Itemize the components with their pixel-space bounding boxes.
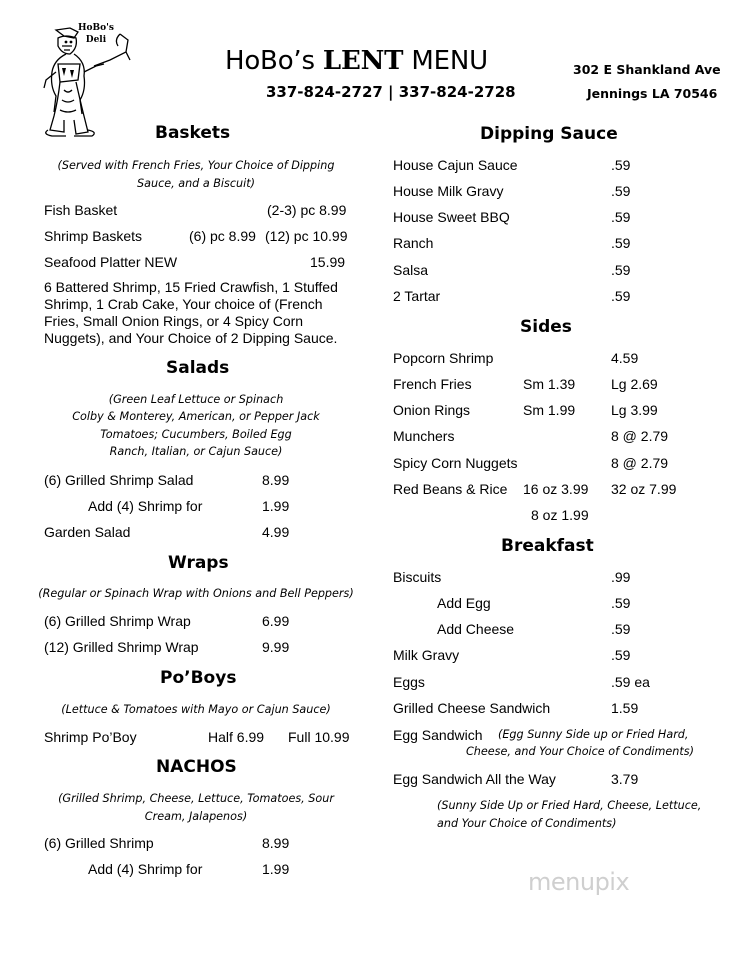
address-street: 302 E Shankland Ave (573, 62, 721, 77)
wraps-description: (Regular or Spinach Wrap with Onions and Bell Peppers) (38, 587, 354, 600)
grilled-shrimp-wrap-12-name: (12) Grilled Shrimp Wrap (44, 639, 199, 655)
spicy-corn-nuggets-price: 8 @ 2.79 (611, 455, 669, 471)
fish-basket-name: Fish Basket (44, 202, 118, 218)
title-post: MENU (403, 46, 488, 76)
spicy-corn-nuggets-name: Spicy Corn Nuggets (393, 455, 518, 471)
egg-sandwich-all-the-way-description-1: (Sunny Side Up or Fried Hard, Cheese, Lettuce, (437, 799, 702, 812)
title-lent: LENT (322, 46, 404, 76)
shrimp-baskets-name: Shrimp Baskets (44, 228, 143, 244)
nachos-add-shrimp-price: 1.99 (262, 861, 290, 877)
egg-sandwich-all-the-way-description-2: and Your Choice of Condiments) (437, 817, 617, 830)
nachos-heading: NACHOS (156, 757, 237, 777)
poboys-description: (Lettuce & Tomatoes with Mayo or Cajun Sauce) (61, 703, 331, 716)
dipping-item-price: .59 (611, 209, 631, 225)
dipping-item-name: House Cajun Sauce (393, 157, 518, 173)
add-cheese-price: .59 (611, 621, 631, 637)
address-city: Jennings LA 70546 (587, 86, 718, 101)
title-pre: HoBo’s (225, 46, 323, 76)
eggs-name: Eggs (393, 674, 425, 690)
dipping-item-price: .59 (611, 235, 631, 251)
baskets-heading: Baskets (155, 123, 231, 143)
onion-rings-large: Lg 3.99 (611, 402, 658, 418)
dipping-sauce-heading: Dipping Sauce (480, 124, 618, 144)
biscuits-price: .99 (611, 569, 631, 585)
egg-sandwich-all-the-way-name: Egg Sandwich All the Way (393, 771, 556, 787)
seafood-platter-name: Seafood Platter NEW (44, 254, 178, 270)
grilled-shrimp-wrap-12-price: 9.99 (262, 639, 290, 655)
grilled-cheese-name: Grilled Cheese Sandwich (393, 700, 551, 716)
wraps-heading: Wraps (168, 553, 229, 573)
shrimp-poboy-half: Half 6.99 (208, 729, 265, 745)
phone-numbers: 337-824-2727 | 337-824-2728 (266, 83, 516, 101)
garden-salad-price: 4.99 (262, 524, 290, 540)
salad-add-shrimp-name: Add (4) Shrimp for (88, 498, 203, 514)
sides-heading: Sides (520, 317, 572, 337)
fish-basket-price: (2-3) pc 8.99 (267, 202, 347, 218)
logo-text: HoBo's Deli (78, 23, 114, 45)
menupix-watermark: menupix (528, 868, 630, 896)
red-beans-rice-16oz: 16 oz 3.99 (523, 481, 589, 497)
nachos-description: (Grilled Shrimp, Cheese, Lettuce, Tomatoes, Sour Cream, Jalapenos) (58, 792, 334, 823)
dipping-item-price: .59 (611, 262, 631, 278)
red-beans-rice-name: Red Beans & Rice (393, 481, 508, 497)
add-egg-price: .59 (611, 595, 631, 611)
grilled-shrimp-salad-name: (6) Grilled Shrimp Salad (44, 472, 194, 488)
grilled-shrimp-wrap-6-price: 6.99 (262, 613, 290, 629)
salad-add-shrimp-price: 1.99 (262, 498, 290, 514)
dipping-item-name: House Sweet BBQ (393, 209, 510, 225)
seafood-platter-description: 6 Battered Shrimp, 15 Fried Crawfish, 1 Stuffed Shrimp, 1 Crab Cake, Your choice of (French Fries, Small Onion Rings, or 4 Spicy Corn Nuggets), and Your Choice of 2 Dipping Sauce. (44, 279, 338, 346)
shrimp-baskets-price-6: (6) pc 8.99 (189, 228, 256, 244)
add-egg-name: Add Egg (437, 595, 491, 611)
grilled-cheese-price: 1.59 (611, 700, 639, 716)
popcorn-shrimp-price: 4.59 (611, 350, 639, 366)
shrimp-poboy-full: Full 10.99 (288, 729, 350, 745)
dipping-item-name: House Milk Gravy (393, 183, 504, 199)
munchers-price: 8 @ 2.79 (611, 428, 669, 444)
nachos-add-shrimp-name: Add (4) Shrimp for (88, 861, 203, 877)
shrimp-baskets-price-12: (12) pc 10.99 (265, 228, 348, 244)
egg-sandwich-description-2: Cheese, and Your Choice of Condiments) (466, 745, 694, 758)
salads-description-3: Tomatoes; Cucumbers, Boiled Egg (100, 428, 292, 441)
menu-title (225, 46, 488, 76)
egg-sandwich-description-1: (Egg Sunny Side up or Fried Hard, (498, 728, 689, 741)
milk-gravy-name: Milk Gravy (393, 647, 460, 663)
salads-description-2: Colby & Monterey, American, or Pepper Jack (72, 410, 320, 423)
poboys-heading: Po’Boys (160, 668, 237, 688)
onion-rings-small: Sm 1.99 (523, 402, 576, 418)
add-cheese-name: Add Cheese (437, 621, 515, 637)
biscuits-name: Biscuits (393, 569, 442, 585)
nachos-grilled-shrimp-price: 8.99 (262, 835, 290, 851)
red-beans-rice-32oz: 32 oz 7.99 (611, 481, 677, 497)
red-beans-rice-8oz: 8 oz 1.99 (531, 507, 589, 523)
egg-sandwich-all-the-way-price: 3.79 (611, 771, 639, 787)
nachos-grilled-shrimp-name: (6) Grilled Shrimp (44, 835, 154, 851)
french-fries-name: French Fries (393, 376, 472, 392)
milk-gravy-price: .59 (611, 647, 631, 663)
breakfast-heading: Breakfast (501, 536, 594, 556)
dipping-item-price: .59 (611, 157, 631, 173)
salads-description-1: (Green Leaf Lettuce or Spinach (108, 393, 284, 406)
eggs-price: .59 ea (611, 674, 650, 690)
baskets-description: (Served with French Fries, Your Choice of Dipping Sauce, and a Biscuit) (57, 159, 335, 190)
grilled-shrimp-wrap-6-name: (6) Grilled Shrimp Wrap (44, 613, 191, 629)
dipping-item-price: .59 (611, 183, 631, 199)
french-fries-small: Sm 1.39 (523, 376, 576, 392)
seafood-platter-price: 15.99 (310, 254, 346, 270)
onion-rings-name: Onion Rings (393, 402, 471, 418)
dipping-item-name: 2 Tartar (393, 288, 441, 304)
dipping-item-name: Ranch (393, 235, 434, 251)
salads-heading: Salads (166, 358, 230, 378)
shrimp-poboy-name: Shrimp Po’Boy (44, 729, 137, 745)
dipping-item-price: .59 (611, 288, 631, 304)
munchers-name: Munchers (393, 428, 455, 444)
grilled-shrimp-salad-price: 8.99 (262, 472, 290, 488)
french-fries-large: Lg 2.69 (611, 376, 658, 392)
egg-sandwich-name: Egg Sandwich (393, 727, 483, 743)
garden-salad-name: Garden Salad (44, 524, 131, 540)
salads-description-4: Ranch, Italian, or Cajun Sauce) (109, 445, 283, 458)
popcorn-shrimp-name: Popcorn Shrimp (393, 350, 494, 366)
dipping-item-name: Salsa (393, 262, 429, 278)
